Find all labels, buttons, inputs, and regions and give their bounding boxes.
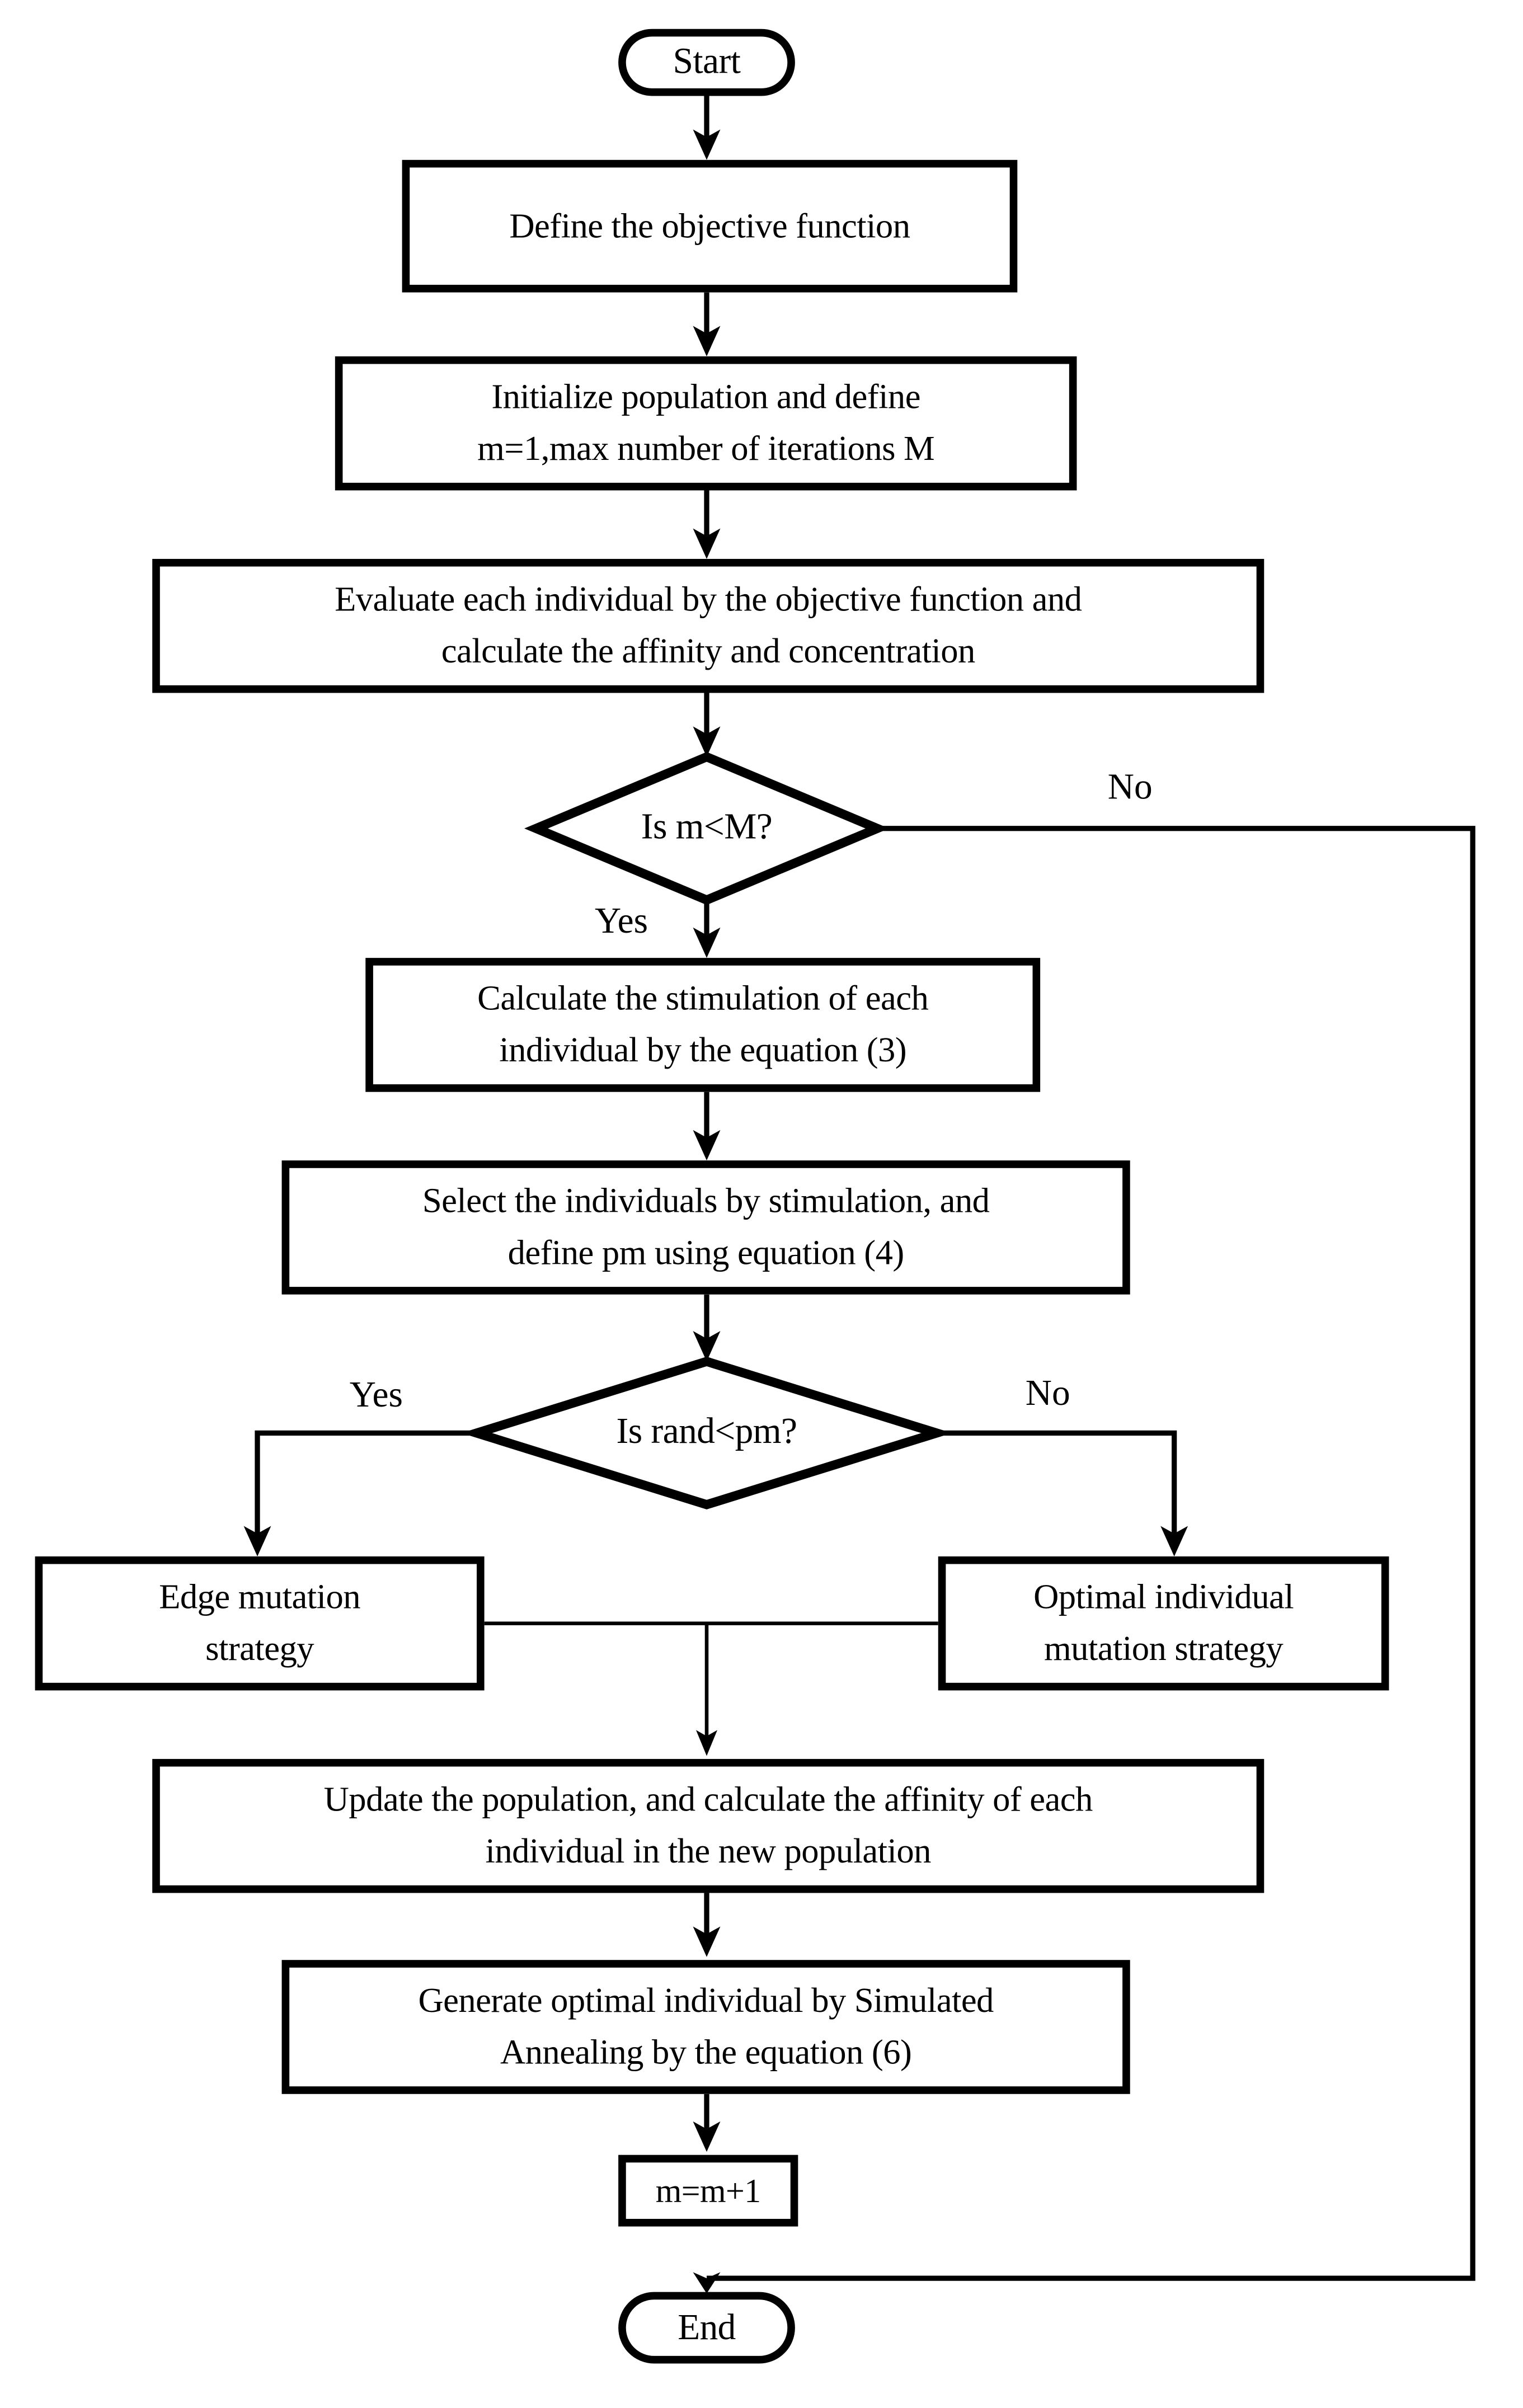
process-text: Calculate the stimulation of each [477,979,929,1018]
process-define-objective [402,160,1018,293]
decision-rand-label: Is rand<pm? [616,1412,797,1452]
process-update-population [152,1759,1264,1893]
process-select-individuals [282,1160,1130,1295]
process-optimal-mutation [938,1556,1389,1691]
process-text: Annealing by the equation (6) [500,2033,912,2071]
edge-initialize-to-evaluate [693,490,721,558]
process-increment-m [618,2155,798,2227]
arrowhead-into-end [693,2272,721,2293]
process-evaluate-individuals [152,559,1264,693]
start-terminal [618,29,795,96]
edge-decision-m-yes-to-stimulation [693,900,721,958]
start-label: Start [673,43,741,82]
process-text: Update the population, and calculate the affinity of each [323,1780,1093,1819]
process-edge-mutation [35,1556,485,1691]
process-calculate-stimulation [365,958,1040,1092]
edge-label-no-decision-rand: No [1025,1374,1070,1414]
end-label: End [678,2308,736,2348]
process-generate-optimal [282,1960,1130,2094]
edge-stimulation-to-select [693,1092,721,1160]
decision-m-label: Is m<M? [641,808,773,848]
process-text: define pm using equation (4) [507,1233,904,1272]
edge-decision-rand-yes-path [244,1433,477,1556]
process-text: individual by the equation (3) [499,1031,907,1069]
process-text: calculate the affinity and concentration [441,632,975,670]
end-terminal [618,2292,795,2364]
process-text: Initialize population and define [491,378,920,416]
edge-mutation-merge-to-update [485,1624,938,1756]
edge-label-no-decision-m: No [1107,768,1153,808]
process-text: individual in the new population [485,1832,931,1870]
process-text: Optimal individual [1033,1577,1294,1616]
edge-label-yes-decision-m: Yes [595,902,648,942]
process-text: Evaluate each individual by the objective function and [335,580,1082,619]
process-text: Generate optimal individual by Simulated [418,1981,994,2020]
edge-define-to-initialize [693,293,721,356]
edge-generate-to-increment [693,2094,721,2152]
process-text: Edge mutation [159,1577,361,1616]
edge-evaluate-to-decision-m [693,693,721,757]
edge-decision-rand-no-path [937,1433,1188,1556]
process-text: Define the objective function [509,206,910,244]
process-text: m=m+1 [655,2171,761,2209]
process-initialize-population [335,356,1077,491]
edge-update-to-generate [693,1893,721,1956]
process-text: m=1,max number of iterations M [477,429,935,468]
edge-label-yes-decision-rand: Yes [349,1376,403,1416]
process-text: strategy [205,1629,314,1668]
process-text: Select the individuals by stimulation, and [422,1182,990,1220]
edge-select-to-decision-rand [693,1295,721,1362]
edge-start-to-define [693,96,721,159]
process-text: mutation strategy [1044,1629,1284,1668]
